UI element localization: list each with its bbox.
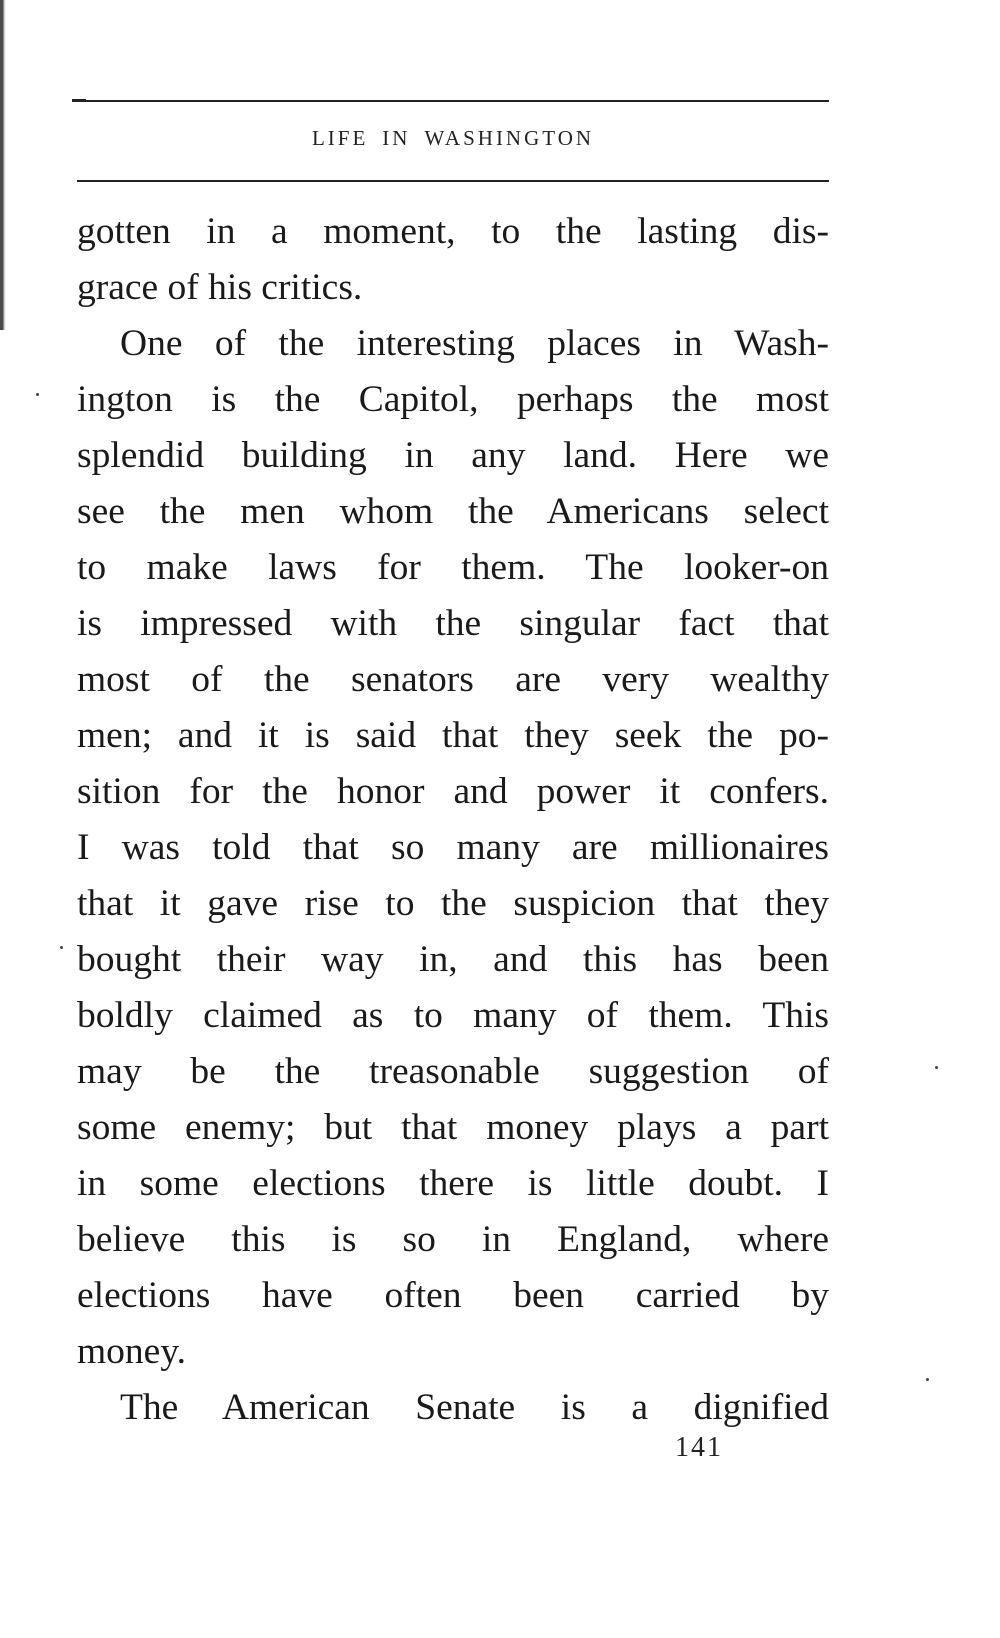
running-head: [77, 126, 829, 151]
text-line: sition for the honor and power it confers.: [77, 771, 829, 812]
text-line: that it gave rise to the suspicion that they: [77, 883, 829, 924]
running-head-word: LIFE: [311, 126, 369, 150]
text-line: see the men whom the Americans select: [77, 491, 829, 532]
text-line: elections have often been carried by: [77, 1275, 829, 1316]
text-line: money.: [77, 1331, 187, 1372]
running-head-word: IN: [382, 126, 411, 150]
text-line: boldly claimed as to many of them. This: [77, 995, 829, 1036]
text-line: believe this is so in England, where: [77, 1219, 829, 1260]
text-line: some enemy; but that money plays a part: [77, 1107, 829, 1148]
header-rule-bottom: [77, 180, 829, 182]
text-line: is impressed with the singular fact that: [77, 603, 829, 644]
body-text: [77, 204, 829, 1436]
text-line: I was told that so many are millionaires: [77, 827, 829, 868]
text-line: gotten in a moment, to the lasting dis-: [77, 211, 829, 252]
paragraph: [77, 1380, 829, 1436]
binding-edge: [0, 0, 6, 330]
page-number: 141: [675, 1432, 723, 1463]
text-line: grace of his critics.: [77, 267, 363, 308]
scan-speck: [935, 1066, 938, 1069]
text-line: One of the interesting places in Wash-: [120, 323, 829, 364]
text-line: in some elections there is little doubt. I: [77, 1163, 829, 1204]
text-line: most of the senators are very wealthy: [77, 659, 829, 700]
text-line: ington is the Capitol, perhaps the most: [77, 379, 829, 420]
text-line: may be the treasonable suggestion of: [77, 1051, 829, 1092]
text-line: men; and it is said that they seek the po-: [77, 715, 829, 756]
text-line: bought their way in, and this has been: [77, 939, 829, 980]
scan-speck: [926, 1378, 929, 1381]
text-line: to make laws for them. The looker-on: [77, 547, 829, 588]
text-line: The American Senate is a dignified: [120, 1387, 829, 1428]
scan-speck: [36, 393, 39, 396]
running-head-word: WASHINGTON: [424, 126, 595, 150]
header-rule-top: [77, 100, 829, 102]
paragraph: [77, 204, 829, 316]
scan-speck: [60, 946, 63, 949]
text-line: splendid building in any land. Here we: [77, 435, 829, 476]
paragraph: [77, 316, 829, 1380]
